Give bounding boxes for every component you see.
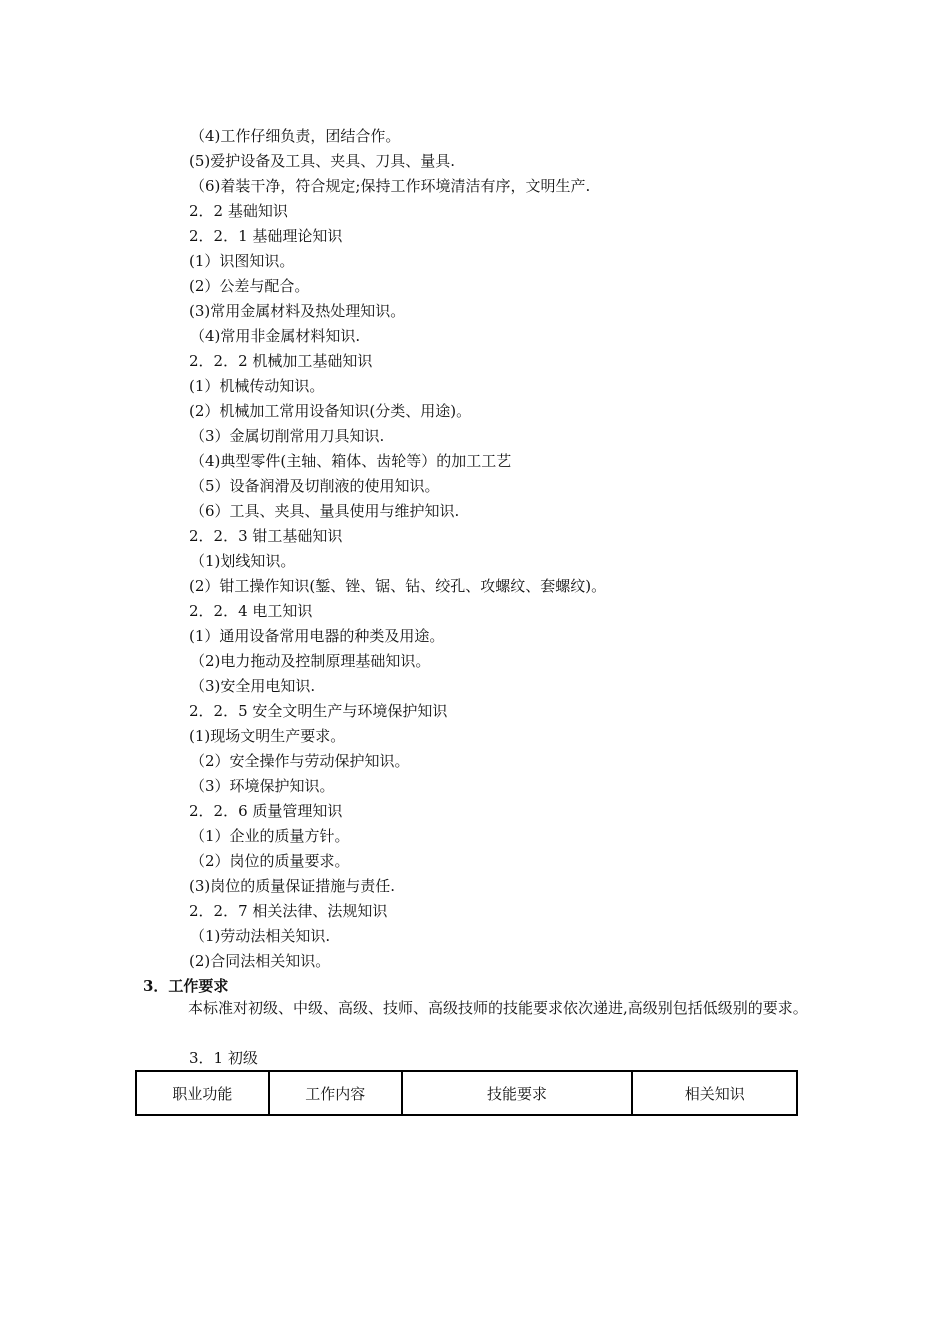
subsection-heading: 2．2．2 机械加工基础知识 (189, 352, 373, 370)
text-line: （3）金属切削常用刀具知识. (190, 427, 385, 445)
text-line: (2）钳工操作知识(錾、锉、锯、钻、绞孔、攻螺纹、套螺纹)。 (189, 577, 607, 595)
text-line: (2）机械加工常用设备知识(分类、用途)。 (189, 402, 472, 420)
text-line: (5)爱护设备及工具、夹具、刀具、量具. (189, 152, 456, 170)
section-heading: 2．2 基础知识 (189, 202, 288, 220)
text-line: (2）公差与配合。 (189, 277, 310, 295)
text-line: （1）企业的质量方针。 (190, 827, 350, 845)
subsection-heading: 2．2．3 钳工基础知识 (189, 527, 343, 545)
text-line: （4)工作仔细负责，团结合作。 (190, 127, 401, 145)
table-header-cell: 工作内容 (269, 1071, 402, 1115)
table-header-cell: 技能要求 (402, 1071, 633, 1115)
table-header-row (136, 1071, 797, 1115)
section-3-1-heading: 3．1 初级 (189, 1049, 258, 1067)
text-line: （3）环境保护知识。 (190, 777, 335, 795)
subsection-heading: 2．2．6 质量管理知识 (189, 802, 343, 820)
requirements-table (135, 1070, 798, 1116)
subsection-heading: 2．2．4 电工知识 (189, 602, 313, 620)
text-line: （1)劳动法相关知识. (190, 927, 331, 945)
section-3-heading: 3．工作要求 (143, 977, 229, 995)
text-line: （2)电力拖动及控制原理基础知识。 (190, 652, 431, 670)
text-line: （5）设备润滑及切削液的使用知识。 (190, 477, 440, 495)
text-line: (1)现场文明生产要求。 (189, 727, 346, 745)
subsection-heading: 2．2．7 相关法律、法规知识 (189, 902, 388, 920)
text-line: （2）岗位的质量要求。 (190, 852, 350, 870)
text-line: (1）通用设备常用电器的种类及用途。 (189, 627, 445, 645)
text-line: （6)着装干净，符合规定;保持工作环境清洁有序，文明生产. (190, 177, 591, 195)
text-line: （4)常用非金属材料知识. (190, 327, 361, 345)
text-line: （6）工具、夹具、量具使用与维护知识. (190, 502, 460, 520)
table-header-cell: 职业功能 (136, 1071, 269, 1115)
text-line: (1）识图知识。 (189, 252, 295, 270)
text-line: （3)安全用电知识. (190, 677, 316, 695)
section-3-paragraph: 本标准对初级、中级、高级、技师、高级技师的技能要求依次递进,高级别包括低级别的要求。 (188, 999, 808, 1017)
text-line: (1）机械传动知识。 (189, 377, 325, 395)
table-header-cell: 相关知识 (632, 1071, 797, 1115)
subsection-heading: 2．2．5 安全文明生产与环境保护知识 (189, 702, 448, 720)
text-line: (2)合同法相关知识。 (189, 952, 331, 970)
text-line: （1)划线知识。 (190, 552, 296, 570)
text-line: (3)常用金属材料及热处理知识。 (189, 302, 406, 320)
subsection-heading: 2．2．1 基础理论知识 (189, 227, 343, 245)
text-line: (3)岗位的质量保证措施与责任. (189, 877, 396, 895)
text-line: （2）安全操作与劳动保护知识。 (190, 752, 410, 770)
text-line: （4)典型零件(主轴、箱体、齿轮等）的加工工艺 (190, 452, 512, 470)
